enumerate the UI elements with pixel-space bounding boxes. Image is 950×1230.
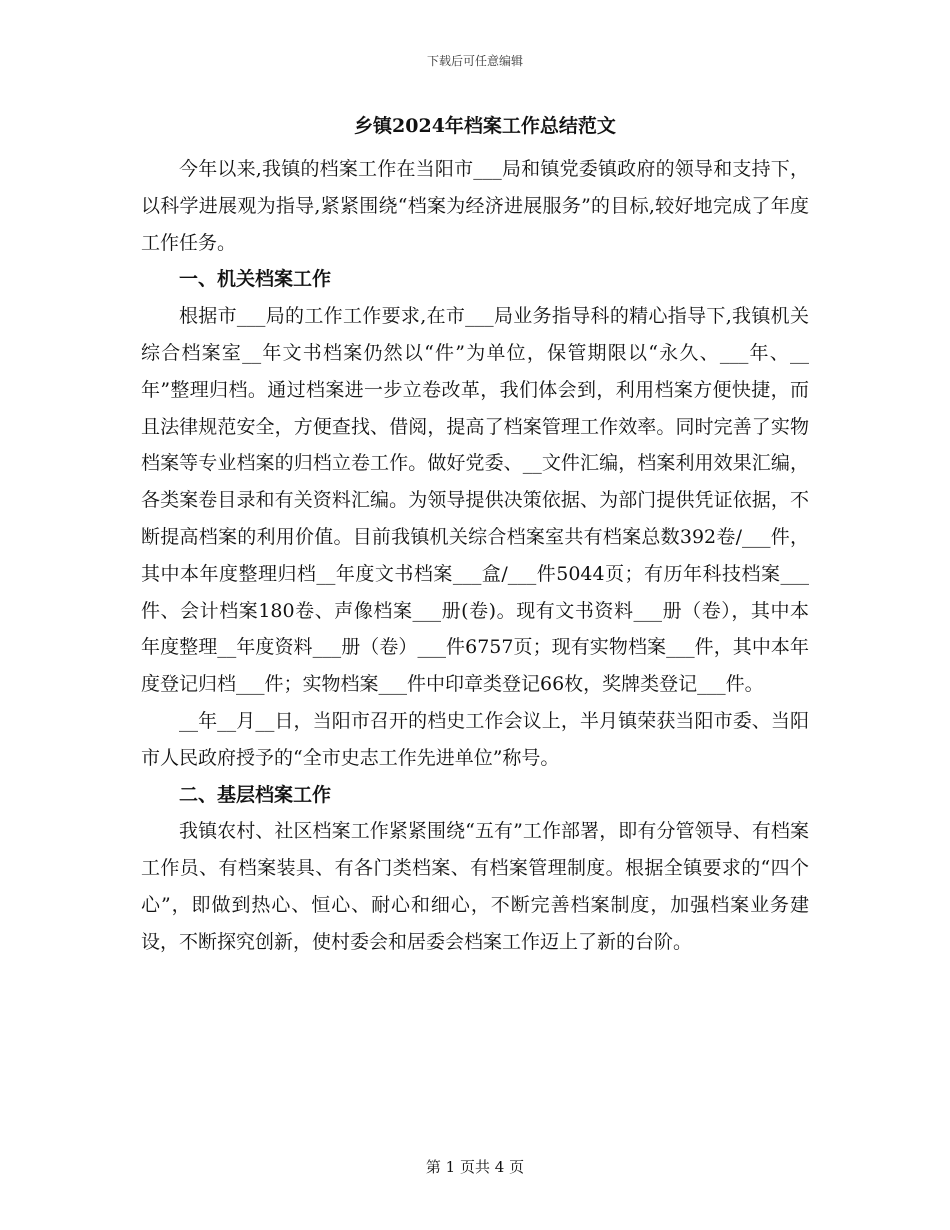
page-number: 第 1 页共 4 页 (425, 1158, 525, 1176)
page-header-note: 下载后可任意编辑 (426, 54, 523, 68)
award-paragraph: __年__月__日，当阳市召开的档史工作会议上，半月镇荣获当阳市委、当阳市人民政府授予的“全市史志工作先进单位”称号。 (141, 709, 809, 769)
document-title: 乡镇2024年档案工作总结范文 (354, 115, 616, 137)
section-heading-agency-archives: 一、机关档案工作 (179, 268, 332, 291)
agency-archives-paragraph: 根据市___局的工作工作要求,在市___局业务指导科的精心指导下,我镇机关综合档案室__年文书档案仍然以“件”为单位，保管期限以“永久、___年、__年”整理归档。通过档案进一步立卷改革，我们体会到，利用档案方便快捷，而且法律规范安全，方便查找、借阅，提高了档案管理工作效率。同时完善了实物档案等专业档案的归档立卷工作。做好党委、__文件汇编，档案利用效果汇编，各类案卷目录和有关资料汇编。为领导提供决策依据、为部门提供凭证依据，不断提高档案的利用价值。目前我镇机关综合档案室共有档案总数392卷/___件，其中本年度整理归档__年度文书档案___盒/___件5044页；有历年科技档案___件、会计档案180卷、声像档案___册(卷)。现有文书资料___册（卷），其中本年度整理__年度资料___册（卷）___件6757页；现有实物档案___件，其中本年度登记归档___件；实物档案___件中印章类登记66枚，奖牌类登记___件。 (141, 305, 809, 696)
section-heading-grassroots-archives: 二、基层档案工作 (179, 783, 332, 806)
document-body (141, 113, 809, 961)
intro-paragraph: 今年以来,我镇的档案工作在当阳市___局和镇党委镇政府的领导和支持下，以科学进展观为指导,紧紧围绕“档案为经济进展服务”的目标,较好地完成了年度工作任务。 (141, 158, 809, 254)
grassroots-archives-paragraph: 我镇农村、社区档案工作紧紧围绕“五有”工作部署，即有分管领导、有档案工作员、有档案装具、有各门类档案、有档案管理制度。根据全镇要求的“四个心”，即做到热心、恒心、耐心和细心，不断完善档案制度，加强档案业务建设，不断探究创新，使村委会和居委会档案工作迈上了新的台阶。 (141, 820, 809, 953)
